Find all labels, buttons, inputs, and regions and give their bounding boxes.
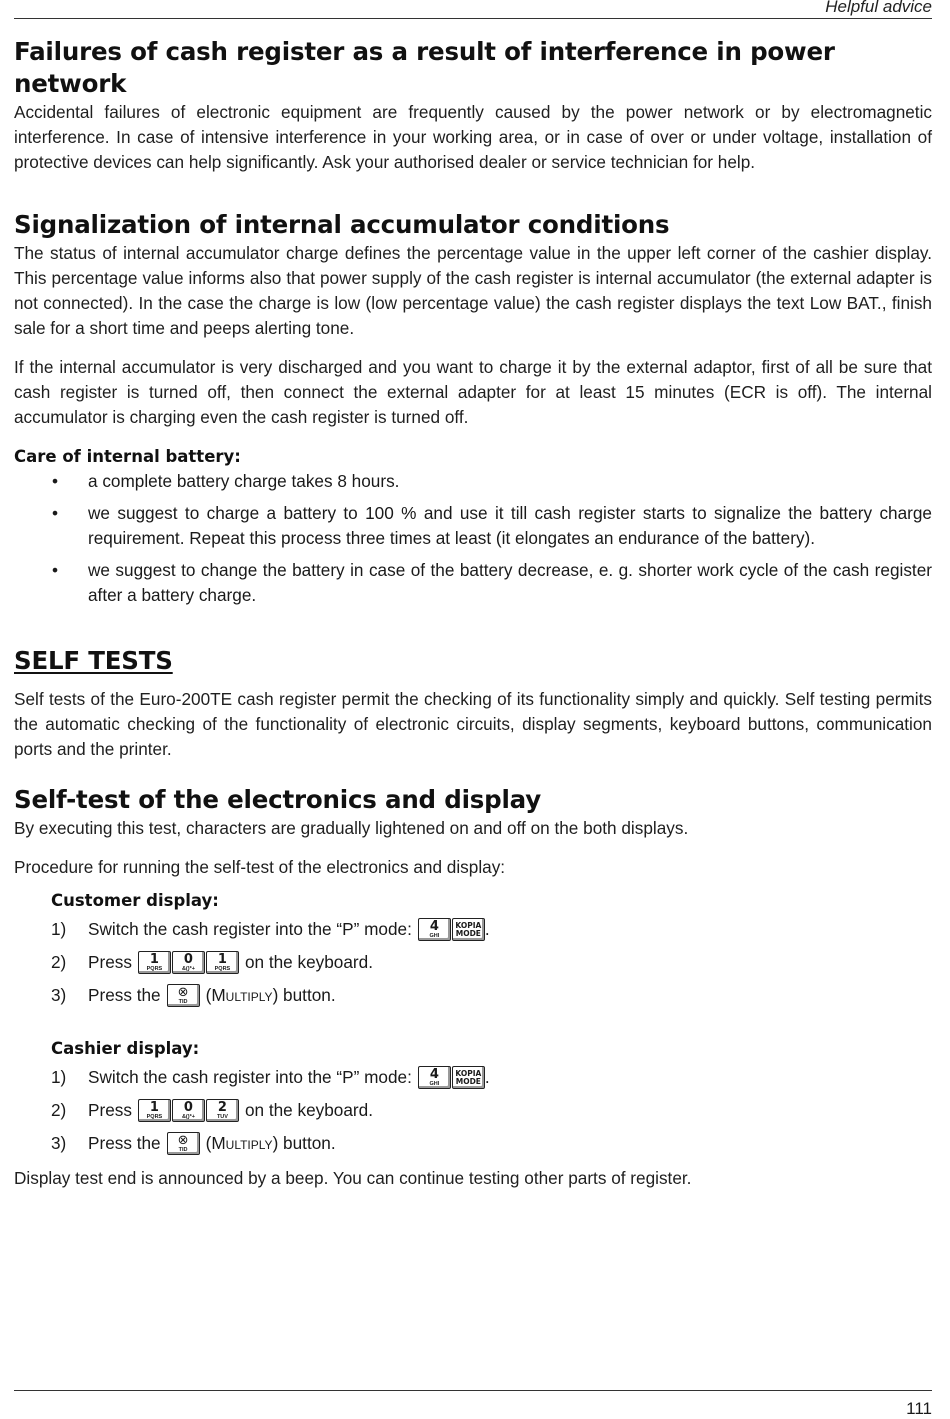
key-kopia-mode-icon: KOPIA MODE [452, 918, 485, 941]
key-1-pqrs-icon: 1 PQRS [138, 951, 171, 974]
section-title-self-tests: SELF TESTS [14, 646, 173, 675]
cashier-step-2: 2) Press 1 PQRS 0 &()*+ 2 TUV on the keyboard. [51, 1099, 373, 1120]
key-0-icon: 0 &()*+ [172, 1099, 205, 1122]
accumulator-paragraph-2: If the internal accumulator is very discharged and you want to charge it by the external adaptor, first of all be sure that cash register is turned off, then connect the external adapter for at least 15 minutes (ECR is off). The internal accumulator is charging even the cash register is turned off. [14, 357, 932, 427]
care-battery-heading: Care of internal battery: [14, 447, 241, 466]
display-test-closing: Display test end is announced by a beep. You can continue testing other parts of register. [14, 1168, 692, 1188]
key-2-tuv-icon: 2 TUV [206, 1099, 239, 1122]
section-title-power-failures: Failures of cash register as a result of interference in power network [14, 37, 835, 98]
bullet-icon: • [52, 471, 59, 491]
section-title-electronics-display: Self-test of the electronics and display [14, 785, 542, 814]
bullet-icon: • [52, 560, 59, 580]
customer-step-2: 2) Press 1 PQRS 0 &()*+ 1 PQRS on the keyboard. [51, 951, 373, 972]
electronics-paragraph-1: By executing this test, characters are gradually lightened on and off on the both displays. [14, 818, 689, 838]
self-tests-paragraph: Self tests of the Euro-200TE cash register permit the checking of its functionality simply and quickly. Self testing permits the automatic checking of the functionality of electronic circuits, display segments, keyboard buttons, communication ports and the printer. [14, 689, 932, 759]
key-multiply-icon: ⊗ TID [167, 1132, 200, 1155]
key-1-pqrs-icon: 1 PQRS [206, 951, 239, 974]
list-item: • we suggest to change the battery in case of the battery decrease, e. g. shorter work cycle of the cash register after a battery charge. [52, 560, 932, 605]
footer-rule [14, 1390, 932, 1391]
bullet-icon: • [52, 503, 59, 523]
list-item: • a complete battery charge takes 8 hours. [14, 469, 932, 494]
section-title-accumulator: Signalization of internal accumulator conditions [14, 210, 670, 239]
cashier-step-1: 1) Switch the cash register into the “P” mode: 4 GHI KOPIA MODE . [51, 1066, 490, 1087]
key-0-icon: 0 &()*+ [172, 951, 205, 974]
page-number: 111 [906, 1399, 932, 1418]
header-rule [14, 18, 932, 19]
key-1-pqrs-icon: 1 PQRS [138, 1099, 171, 1122]
care-battery-list [14, 469, 932, 608]
cashier-display-heading: Cashier display: [51, 1039, 200, 1058]
customer-step-1: 1) Switch the cash register into the “P” mode: 4 GHI KOPIA MODE . [51, 918, 490, 939]
key-multiply-icon: ⊗ TID [167, 984, 200, 1007]
key-4-ghi-icon: 4 GHI [418, 1066, 451, 1089]
accumulator-paragraph-1: The status of internal accumulator charge defines the percentage value in the upper left corner of the cashier display. This percentage value informs also that power supply of the cash register is internal accumulator (the external adapter is not connected). In the case the charge is low (low percentage value) the cash register displays the text Low BAT., finish sale for a short time and peeps alerting tone. [14, 243, 932, 338]
cashier-step-3: 3) Press the ⊗ TID (M ultiply ) button. [51, 1132, 336, 1153]
power-failures-paragraph: Accidental failures of electronic equipment are frequently caused by the power network or by electromagnetic interference. In case of intensive interference in your working area, or in case of over or under voltage, installation of protective devices can help significantly. Ask your authorised dealer or service technician for help. [14, 102, 932, 172]
key-kopia-mode-icon: KOPIA MODE [452, 1066, 485, 1089]
electronics-paragraph-2: Procedure for running the self-test of the electronics and display: [14, 857, 506, 877]
running-header: Helpful advice [825, 0, 932, 16]
key-4-ghi-icon: 4 GHI [418, 918, 451, 941]
list-item: • we suggest to charge a battery to 100 % and use it till cash register starts to signalize the battery charge requirement. Repeat this process three times at least (it elongates an endurance of the battery). [52, 503, 932, 548]
customer-display-procedure [14, 888, 932, 1160]
page-content [14, 36, 932, 1191]
customer-display-heading: Customer display: [51, 891, 219, 910]
customer-step-3: 3) Press the ⊗ TID (M ultiply ) button. [51, 984, 336, 1005]
